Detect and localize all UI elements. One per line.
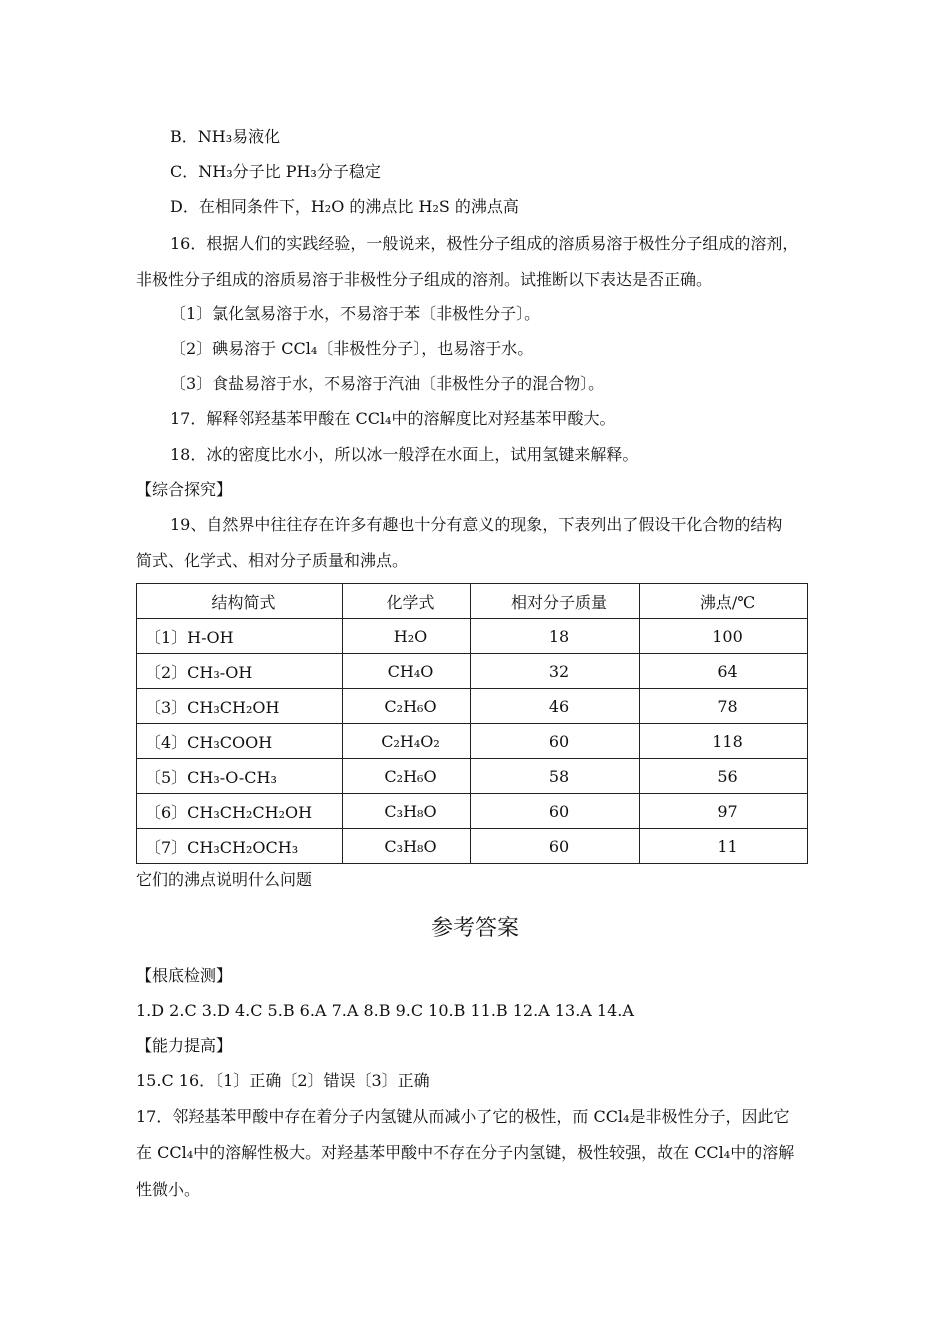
question-16-item-2: 〔2〕碘易溶于 CCl₄〔非极性分子〕，也易溶于水。 xyxy=(170,339,534,358)
after-table-question: 它们的沸点说明什么问题 xyxy=(136,870,313,889)
mass-cell: 32 xyxy=(471,654,640,689)
question-19-line-2: 简式、化学式、相对分子质量和沸点。 xyxy=(136,551,409,570)
boiling-point-cell: 118 xyxy=(640,724,808,759)
mass-cell: 60 xyxy=(471,829,640,864)
structure-cell: 〔7〕CH₃CH₂OCH₃ xyxy=(137,829,343,864)
option-c: C．NH₃分子比 PH₃分子稳定 xyxy=(170,162,381,181)
formula-cell: C₃H₈O xyxy=(343,794,471,829)
question-16-item-1: 〔1〕氯化氢易溶于水，不易溶于苯〔非极性分子〕。 xyxy=(170,304,541,323)
table-row xyxy=(137,654,808,689)
formula-cell: C₂H₆O xyxy=(343,689,471,724)
answers-basic: 1.D 2.C 3.D 4.C 5.B 6.A 7.A 8.B 9.C 10.B 11.B 12.A 13.A 14.A xyxy=(136,1001,634,1020)
table-row xyxy=(137,759,808,794)
boiling-point-cell: 11 xyxy=(640,829,808,864)
formula-cell: C₂H₆O xyxy=(343,759,471,794)
boiling-point-cell: 78 xyxy=(640,689,808,724)
answer-17-line-1: 17．邻羟基苯甲酸中存在着分子内氢键从而减小了它的极性，而 CCl₄是非极性分子，因此它 xyxy=(136,1107,790,1126)
question-17: 17．解释邻羟基苯甲酸在 CCl₄中的溶解度比对羟基苯甲酸大。 xyxy=(170,409,616,428)
answer-17-line-2: 在 CCl₄中的溶解性极大。对羟基苯甲酸中不存在分子内氢键，极性较强，故在 CCl₄中的溶解 xyxy=(136,1143,795,1162)
table-row xyxy=(137,689,808,724)
compound-table xyxy=(136,583,808,864)
mass-cell: 60 xyxy=(471,794,640,829)
structure-cell: 〔3〕CH₃CH₂OH xyxy=(137,689,343,724)
mass-cell: 18 xyxy=(471,619,640,654)
formula-cell: CH₄O xyxy=(343,654,471,689)
structure-cell: 〔6〕CH₃CH₂CH₂OH xyxy=(137,794,343,829)
question-16-line-2: 非极性分子组成的溶质易溶于非极性分子组成的溶剂。试推断以下表达是否正确。 xyxy=(136,270,713,289)
mass-cell: 60 xyxy=(471,724,640,759)
mass-cell: 58 xyxy=(471,759,640,794)
formula-cell: H₂O xyxy=(343,619,471,654)
table-header: 化学式 xyxy=(343,584,471,619)
boiling-point-cell: 64 xyxy=(640,654,808,689)
question-16-item-3: 〔3〕食盐易溶于水，不易溶于汽油〔非极性分子的混合物〕。 xyxy=(170,374,605,393)
table-header: 结构简式 xyxy=(137,584,343,619)
answers-15-16: 15.C 16．〔1〕正确〔2〕错误〔3〕正确 xyxy=(136,1071,430,1090)
table-header: 沸点/℃ xyxy=(640,584,808,619)
mass-cell: 46 xyxy=(471,689,640,724)
boiling-point-cell: 56 xyxy=(640,759,808,794)
section-heading-ability: 【能力提高】 xyxy=(136,1036,233,1055)
option-d: D．在相同条件下，H₂O 的沸点比 H₂S 的沸点高 xyxy=(170,197,519,216)
structure-cell: 〔1〕H-OH xyxy=(137,619,343,654)
structure-cell: 〔2〕CH₃-OH xyxy=(137,654,343,689)
formula-cell: C₂H₄O₂ xyxy=(343,724,471,759)
structure-cell: 〔4〕CH₃COOH xyxy=(137,724,343,759)
table-row xyxy=(137,794,808,829)
answer-17-line-3: 性微小。 xyxy=(136,1180,201,1199)
table-header-row xyxy=(137,584,808,619)
question-19-line-1: 19、自然界中往往存在许多有趣也十分有意义的现象，下表列出了假设干化合物的结构 xyxy=(170,515,783,534)
table-row xyxy=(137,829,808,864)
question-18: 18．冰的密度比水小，所以冰一般浮在水面上，试用氢键来解释。 xyxy=(170,445,639,464)
table-row xyxy=(137,724,808,759)
option-b: B．NH₃易液化 xyxy=(170,127,281,146)
boiling-point-cell: 97 xyxy=(640,794,808,829)
answer-title: 参考答案 xyxy=(430,916,519,941)
boiling-point-cell: 100 xyxy=(640,619,808,654)
section-heading-basic: 【根底检测】 xyxy=(136,966,233,985)
structure-cell: 〔5〕CH₃-O-CH₃ xyxy=(137,759,343,794)
formula-cell: C₃H₈O xyxy=(343,829,471,864)
section-heading-comprehensive: 【综合探究】 xyxy=(136,480,233,499)
table-row xyxy=(137,619,808,654)
question-16-line-1: 16．根据人们的实践经验，一般说来，极性分子组成的溶质易溶于极性分子组成的溶剂， xyxy=(170,234,799,253)
table-header: 相对分子质量 xyxy=(471,584,640,619)
